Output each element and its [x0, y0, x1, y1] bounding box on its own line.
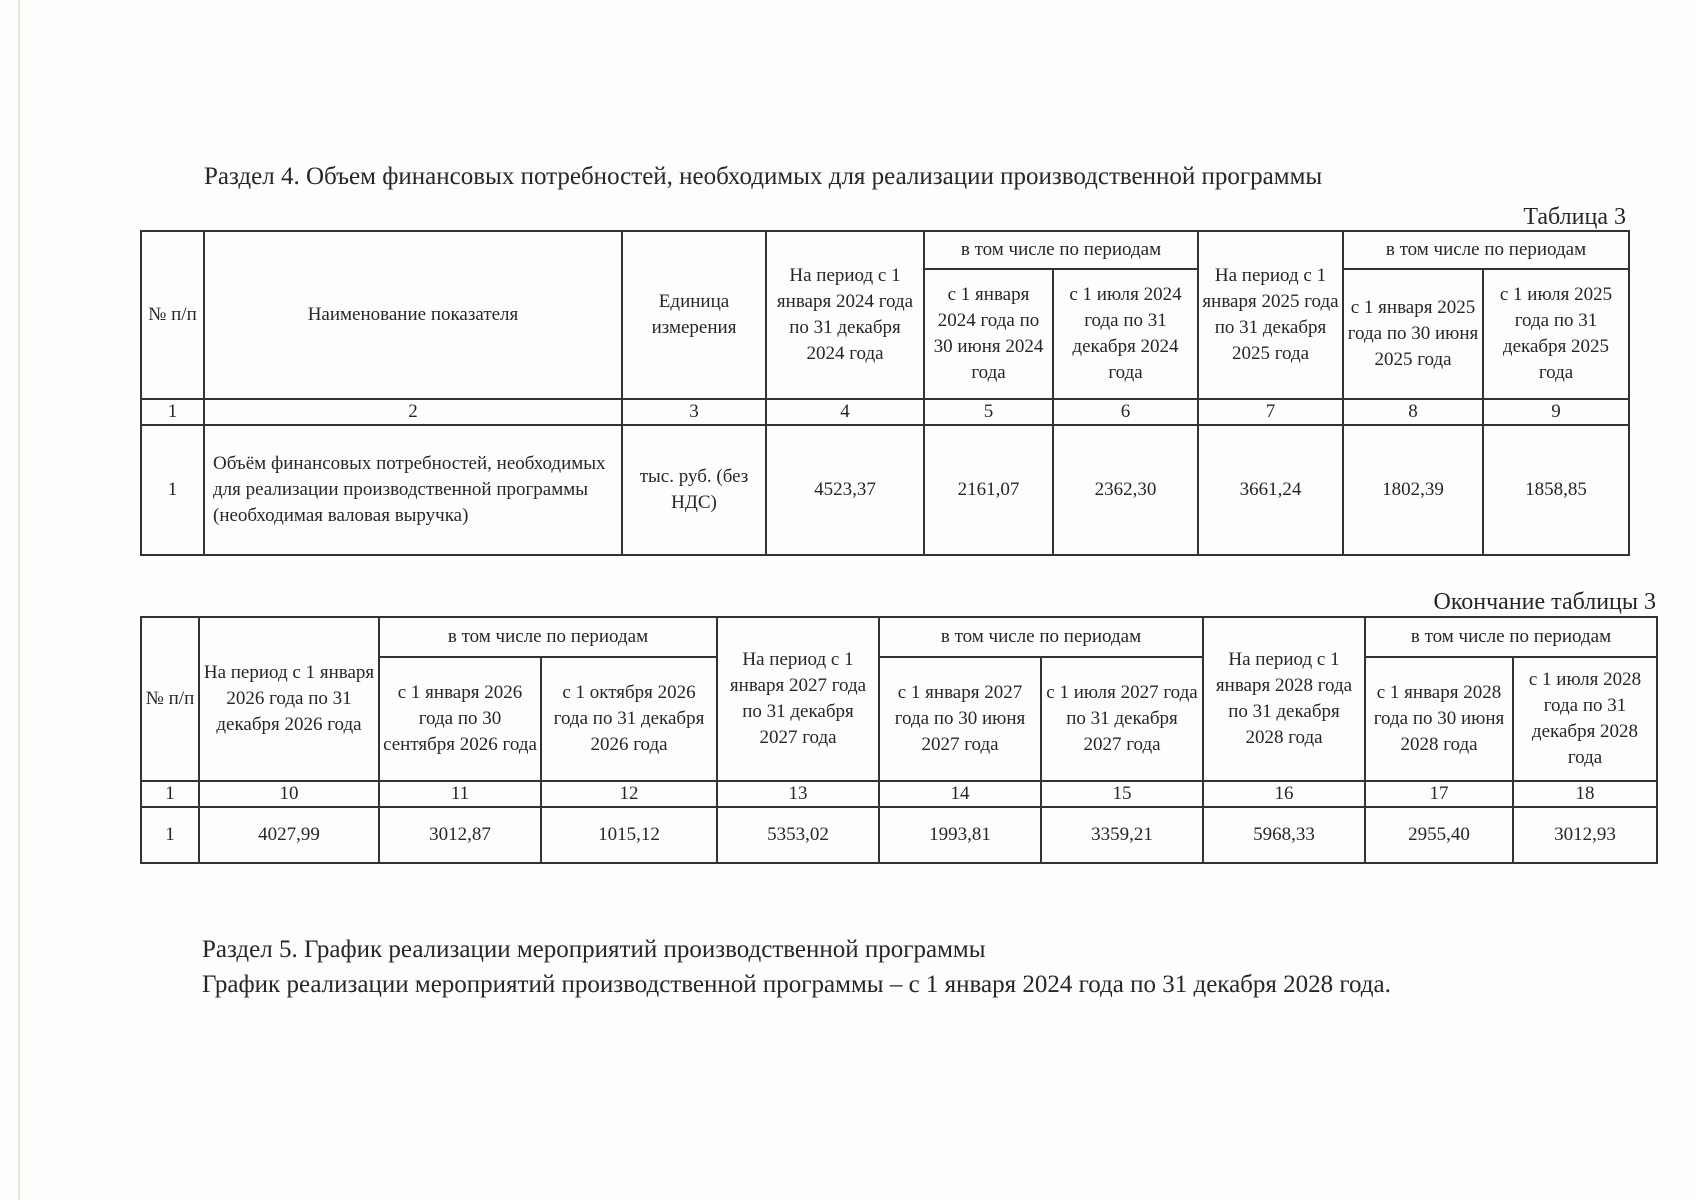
value-h1-2025: 1802,39 [1343, 425, 1483, 555]
table3-part1 [140, 230, 1630, 556]
column-number: 4 [766, 399, 924, 425]
value-a-2027: 1993,81 [879, 807, 1041, 863]
column-number: 13 [717, 781, 879, 807]
header-period-2028: На период с 1 января 2028 года по 31 декабря 2028 года [1203, 617, 1365, 781]
header-period-2024: На период с 1 января 2024 года по 31 декабря 2024 года [766, 231, 924, 399]
value-2028: 5968,33 [1203, 807, 1365, 863]
row-num: 1 [141, 807, 199, 863]
column-number: 7 [1198, 399, 1343, 425]
continuation-caption: Окончание таблицы 3 [1433, 589, 1656, 615]
header-b-2028: с 1 июля 2028 года по 31 декабря 2028 года [1513, 657, 1657, 781]
header-group-2026: в том числе по периодам [379, 617, 717, 657]
header-h1-2024: с 1 января 2024 года по 30 июня 2024 года [924, 269, 1053, 399]
value-h2-2024: 2362,30 [1053, 425, 1198, 555]
header-group-2028: в том числе по периодам [1365, 617, 1657, 657]
header-group-2027: в том числе по периодам [879, 617, 1203, 657]
header-h2-2024: с 1 июля 2024 года по 31 декабря 2024 года [1053, 269, 1198, 399]
header-h1-2025: с 1 января 2025 года по 30 июня 2025 года [1343, 269, 1483, 399]
column-number: 2 [204, 399, 622, 425]
column-number: 9 [1483, 399, 1629, 425]
table3-part2 [140, 616, 1658, 864]
page-edge [18, 0, 20, 1200]
value-h2-2025: 1858,85 [1483, 425, 1629, 555]
section5-heading: Раздел 5. График реализации мероприятий производственной программы [202, 936, 986, 963]
column-number: 15 [1041, 781, 1203, 807]
table-row [141, 425, 1629, 555]
column-number: 17 [1365, 781, 1513, 807]
column-number: 14 [879, 781, 1041, 807]
column-number: 1 [141, 781, 199, 807]
value-2025: 3661,24 [1198, 425, 1343, 555]
row-indicator-name: Объём финансовых потребностей, необходимых для реализации производственной программы (необходимая валовая выручка) [204, 425, 622, 555]
column-number: 1 [141, 399, 204, 425]
value-h1-2024: 2161,07 [924, 425, 1053, 555]
value-b-2028: 3012,93 [1513, 807, 1657, 863]
column-number: 3 [622, 399, 766, 425]
header-period-2025: На период с 1 января 2025 года по 31 декабря 2025 года [1198, 231, 1343, 399]
column-number: 5 [924, 399, 1053, 425]
column-number: 8 [1343, 399, 1483, 425]
header-group-2025: в том числе по периодам [1343, 231, 1629, 269]
value-b-2027: 3359,21 [1041, 807, 1203, 863]
header-period-2027: На период с 1 января 2027 года по 31 декабря 2027 года [717, 617, 879, 781]
table-row [141, 807, 1657, 863]
value-2026: 4027,99 [199, 807, 379, 863]
header-a-2027: с 1 января 2027 года по 30 июня 2027 года [879, 657, 1041, 781]
header-period-2026: На период с 1 января 2026 года по 31 декабря 2026 года [199, 617, 379, 781]
header-group-2024: в том числе по периодам [924, 231, 1198, 269]
column-number: 11 [379, 781, 541, 807]
value-b-2026: 1015,12 [541, 807, 717, 863]
header-indicator-name: Наименование показателя [204, 231, 622, 399]
column-number: 16 [1203, 781, 1365, 807]
header-b-2027: с 1 июля 2027 года по 31 декабря 2027 года [1041, 657, 1203, 781]
column-number: 18 [1513, 781, 1657, 807]
row-unit: тыс. руб. (без НДС) [622, 425, 766, 555]
header-b-2026: с 1 октября 2026 года по 31 декабря 2026 года [541, 657, 717, 781]
row-num: 1 [141, 425, 204, 555]
header-num: № п/п [141, 617, 199, 781]
header-unit: Единица измерения [622, 231, 766, 399]
header-a-2028: с 1 января 2028 года по 30 июня 2028 года [1365, 657, 1513, 781]
column-number: 6 [1053, 399, 1198, 425]
value-2024: 4523,37 [766, 425, 924, 555]
header-h2-2025: с 1 июля 2025 года по 31 декабря 2025 года [1483, 269, 1629, 399]
value-a-2026: 3012,87 [379, 807, 541, 863]
header-num: № п/п [141, 231, 204, 399]
header-a-2026: с 1 января 2026 года по 30 сентября 2026 года [379, 657, 541, 781]
section4-heading: Раздел 4. Объем финансовых потребностей, необходимых для реализации производственной программы [204, 163, 1323, 190]
value-a-2028: 2955,40 [1365, 807, 1513, 863]
column-number: 10 [199, 781, 379, 807]
value-2027: 5353,02 [717, 807, 879, 863]
column-number: 12 [541, 781, 717, 807]
table-caption: Таблица 3 [1523, 204, 1626, 230]
section5-text: График реализации мероприятий производственной программы – с 1 января 2024 года по 31 декабря 2028 года. [202, 971, 1391, 998]
